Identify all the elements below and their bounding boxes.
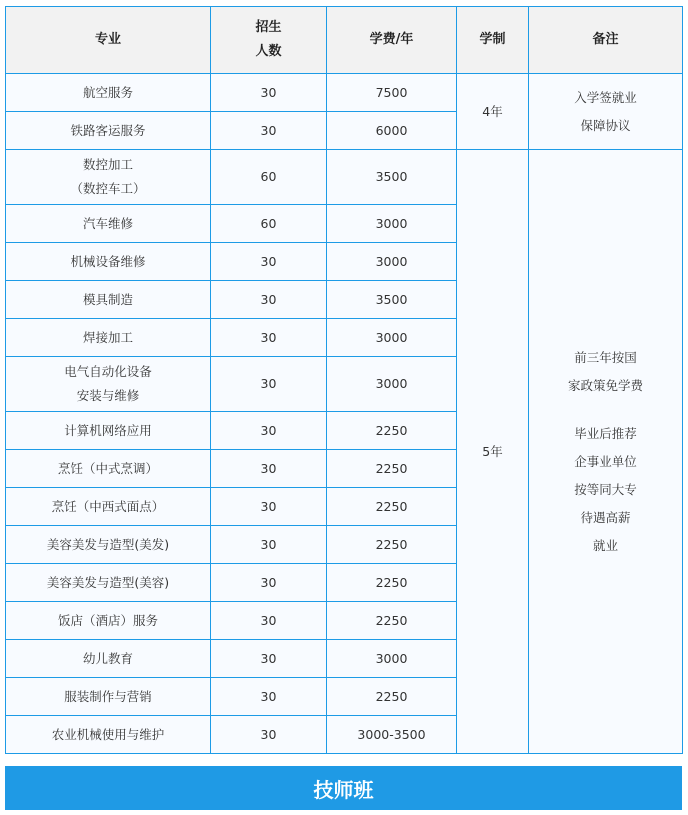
enrollment-count-cell: 60 (211, 150, 327, 205)
table-row (6, 150, 683, 205)
major-cell (6, 319, 211, 357)
major-cell (6, 526, 211, 564)
enrollment-count-cell: 30 (211, 716, 327, 754)
enrollment-count-cell: 30 (211, 74, 327, 112)
major-name-line: 农业机械使用与维护 (51, 726, 165, 742)
enrollment-count-cell: 30 (211, 319, 327, 357)
note-line: 入学签就业 (574, 89, 637, 105)
notes-cell-4yr (529, 74, 683, 150)
major-name-line: 模具制造 (82, 291, 133, 307)
major-name-line: 汽车维修 (82, 215, 133, 231)
enrollment-count-cell: 30 (211, 526, 327, 564)
enrollment-count-cell: 30 (211, 678, 327, 716)
table-body (6, 74, 683, 754)
note-line: 前三年按国 (574, 349, 637, 365)
major-name-line: 机械设备维修 (70, 253, 146, 269)
enrollment-count-cell: 30 (211, 564, 327, 602)
fee-cell: 2250 (327, 488, 457, 526)
note-line: 家政策免学费 (567, 377, 643, 393)
fee-cell: 3000 (327, 205, 457, 243)
major-name-line: 美容美发与造型(美发) (46, 536, 170, 552)
fee-cell: 3000 (327, 319, 457, 357)
note-line: 企事业单位 (574, 453, 637, 469)
enrollment-count-cell: 30 (211, 450, 327, 488)
technician-class-banner: 技师班 (5, 766, 682, 810)
major-cell (6, 112, 211, 150)
enrollment-count-cell: 30 (211, 357, 327, 412)
enrollment-count-cell: 30 (211, 412, 327, 450)
major-cell (6, 205, 211, 243)
header-fee: 学费/年 (327, 7, 457, 74)
enrollment-count-cell: 30 (211, 281, 327, 319)
major-name-line: 烹饪（中西式面点） (51, 498, 165, 514)
fee-cell: 2250 (327, 412, 457, 450)
note-line: 就业 (592, 537, 618, 553)
major-name-line: 数控加工 (82, 157, 133, 172)
header-notes: 备注 (529, 7, 683, 74)
header-duration: 学制 (457, 7, 529, 74)
header-enrollment (211, 7, 327, 74)
enrollment-count-cell: 30 (211, 602, 327, 640)
fee-cell: 2250 (327, 450, 457, 488)
enrollment-fee-table (5, 6, 683, 754)
enrollment-count-cell: 30 (211, 112, 327, 150)
major-name-line: 铁路客运服务 (70, 122, 146, 138)
major-name-line: 饭店（酒店）服务 (57, 612, 158, 628)
major-name-line: 幼儿教育 (82, 650, 133, 666)
enrollment-count-cell: 30 (211, 488, 327, 526)
enrollment-count-cell: 30 (211, 640, 327, 678)
major-cell (6, 357, 211, 412)
major-cell (6, 281, 211, 319)
fee-cell: 3000 (327, 243, 457, 281)
duration-cell-5yr: 5年 (457, 150, 529, 754)
major-name-line: 航空服务 (82, 84, 133, 100)
fee-cell: 3000-3500 (327, 716, 457, 754)
fee-cell: 3500 (327, 150, 457, 205)
major-name-line: （数控车工） (70, 181, 146, 196)
major-name-line: 焊接加工 (82, 329, 133, 345)
header-enrollment-line2: 人数 (255, 44, 282, 59)
fee-cell: 2250 (327, 526, 457, 564)
major-name-line: 烹饪（中式烹调） (57, 460, 158, 476)
fee-cell: 3000 (327, 640, 457, 678)
major-cell (6, 450, 211, 488)
major-cell (6, 678, 211, 716)
major-cell (6, 564, 211, 602)
major-name-line: 电气自动化设备 (64, 364, 152, 379)
header-major: 专业 (6, 7, 211, 74)
note-line: 保障协议 (580, 117, 631, 133)
major-name-line: 计算机网络应用 (64, 422, 152, 438)
notes-cell-5yr (529, 150, 683, 754)
enrollment-count-cell: 60 (211, 205, 327, 243)
table-header-row (6, 7, 683, 74)
enrollment-count-cell: 30 (211, 243, 327, 281)
note-spacer (529, 400, 682, 420)
table-row (6, 74, 683, 112)
major-cell (6, 602, 211, 640)
major-name-line: 安装与维修 (76, 388, 140, 403)
note-line: 按等同大专 (574, 481, 637, 497)
fee-cell: 2250 (327, 602, 457, 640)
note-line: 待遇高薪 (580, 509, 631, 525)
fee-cell: 6000 (327, 112, 457, 150)
duration-cell-4yr: 4年 (457, 74, 529, 150)
major-cell (6, 640, 211, 678)
fee-cell: 3500 (327, 281, 457, 319)
major-cell (6, 74, 211, 112)
major-cell (6, 716, 211, 754)
fee-cell: 2250 (327, 564, 457, 602)
major-cell (6, 243, 211, 281)
major-cell (6, 412, 211, 450)
note-line: 毕业后推荐 (574, 425, 637, 441)
fee-cell: 3000 (327, 357, 457, 412)
major-name-line: 服装制作与营销 (64, 688, 152, 704)
major-cell (6, 488, 211, 526)
fee-cell: 2250 (327, 678, 457, 716)
fee-cell: 7500 (327, 74, 457, 112)
header-enrollment-line1: 招生 (255, 20, 282, 35)
major-cell (6, 150, 211, 205)
major-name-line: 美容美发与造型(美容) (46, 574, 170, 590)
